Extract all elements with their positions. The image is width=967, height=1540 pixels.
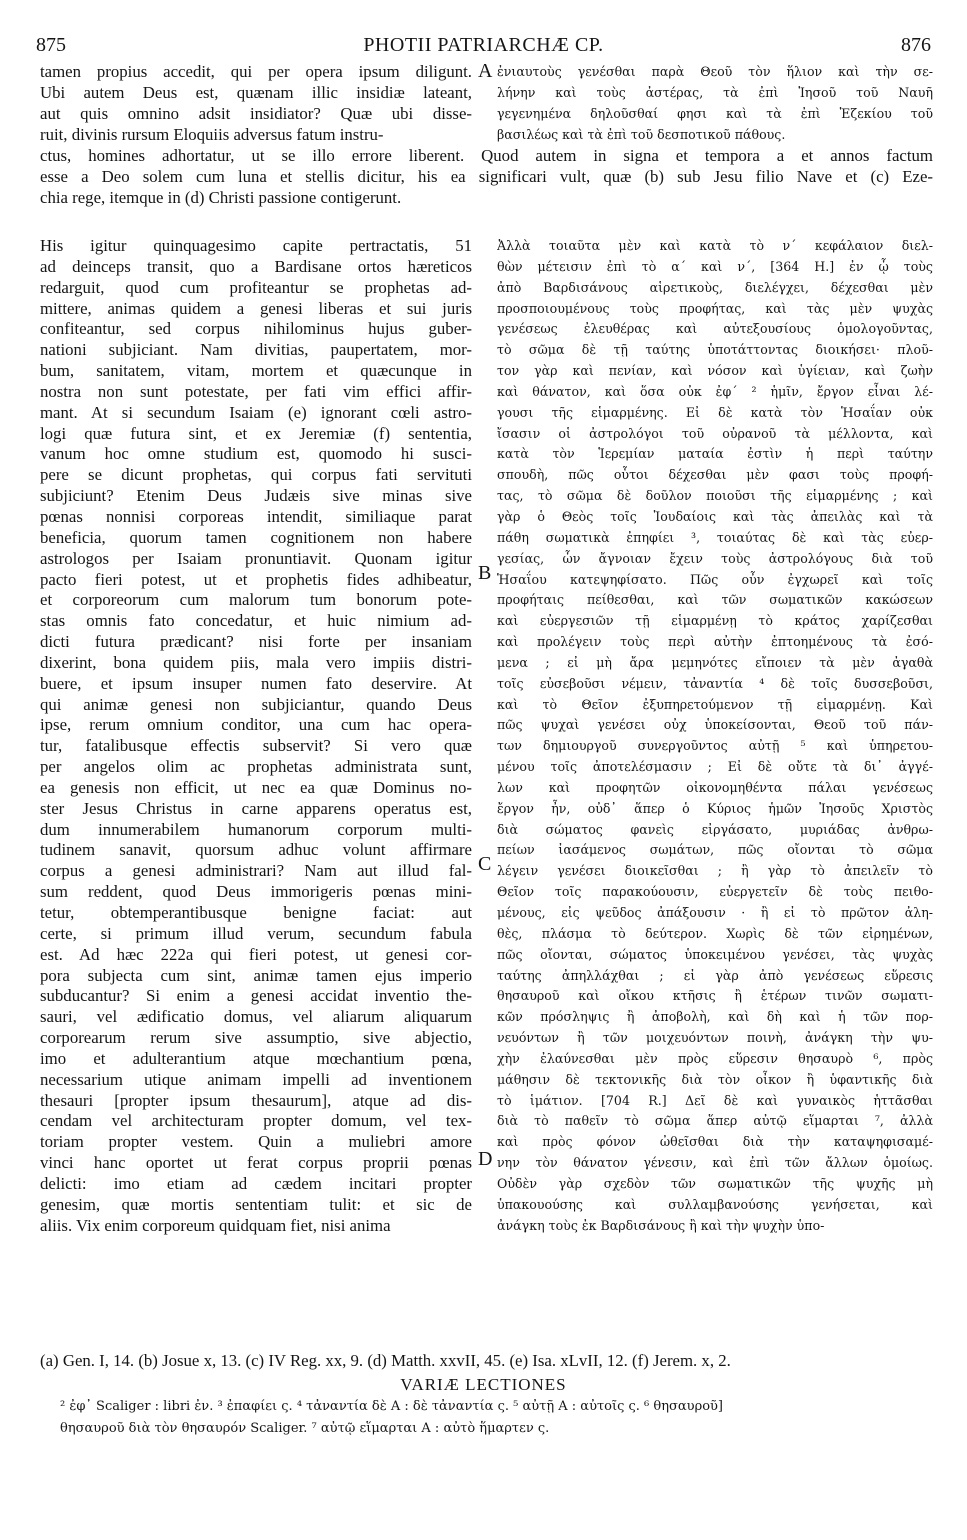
latin-line: pere se dicunt prophetas, qui corpus fati servituti <box>40 465 472 485</box>
latin-line: astrologos per Isaiam pronuntiavit. Quonam igitur <box>40 548 472 568</box>
latin-main-column <box>40 236 472 1237</box>
latin-line: pora subjecta cum sint, animæ tamen ejus imperio <box>40 965 472 985</box>
greek-line: πῶς οἴονται, σώματος ὑποκειμένου γενέσει, τὰς ψυχὰς <box>497 946 933 962</box>
latin-line: corpus a genesi administrari? Nam aut illud fal- <box>40 861 472 881</box>
section-marker-d: D <box>478 1148 493 1170</box>
latin-line: vinci hanc oportet ut ferat corpus proprii pœnas <box>40 1153 472 1173</box>
latin-line: Ubi autem Deus est, quænam illic insidiæ lateant, <box>40 82 472 102</box>
greek-line: λων καὶ προφητῶν οἰκονομηθέντα πάλαι γενέσεως <box>497 779 933 795</box>
latin-line: mant. At si secundum Isaiam (e) ignorant cœli astro- <box>40 402 472 422</box>
right-page-number: 876 <box>901 34 931 56</box>
greek-line: ἐνιαυτοὺς γενέσθαι παρὰ Θεοῦ τὸν ἥλιον καὶ τὴν σε- <box>497 64 933 79</box>
greek-line: Οὐδὲν γὰρ σχεδὸν τῶν σωματικῶν τῆς ψυχῆς μὴ <box>497 1175 933 1191</box>
latin-line: nostra non sunt potestate, per fati vim effici affir- <box>40 381 472 401</box>
greek-line: ταύτης ἀπηλλάχθαι ; εἰ γὰρ ἀπὸ γενέσεως εὕρεσις <box>497 967 933 983</box>
greek-line: θὲς, πλάσμα τὸ δεύτερον. Χωρὶς δὲ τῶν εἰρημένων, <box>497 925 933 941</box>
greek-line: προφήταις πείθεσθαι, καὶ τῶν σωματικῶν κακώσεων <box>497 592 933 608</box>
greek-line: προσποιουμένους τοὺς προφήτας, καὶ τὰς μὲν ψυχὰς <box>497 300 933 316</box>
latin-line: qui animæ genesi non subjiciantur, quando Deus <box>40 694 472 714</box>
greek-line: γὰρ ὁ Θεὸς τοῖς Ἰουδαίοις καὶ τὰς ἀπειλὰς καὶ τὰ <box>497 508 933 524</box>
latin-line: nationi subjiciant. Nam divitias, paupertatem, mor- <box>40 340 472 360</box>
page-header <box>36 34 931 60</box>
latin-full-width-paragraph <box>40 146 933 209</box>
greek-line: γεσίας, ὧν ἄγνοιαν ἔχειν τοὺς ἀστρολόγους διὰ τοῦ <box>497 550 933 566</box>
latin-line: tur, fatalibusque effectis subservit? Si vero quæ <box>40 736 472 756</box>
section-marker-b: B <box>478 562 492 584</box>
latin-line: necessarium utique animam impelli ad inventionem <box>40 1069 472 1089</box>
section-marker-c: C <box>478 853 492 875</box>
latin-line: His igitur quinquagesimo capite pertractatis, 51 <box>40 236 472 255</box>
latin-line: ea genesis non efficit, ut nec ea quæ Dominus no- <box>40 777 472 797</box>
greek-line: βασιλέως καὶ τὰ ἐπὶ τοῦ δεσποτικοῦ πάθους. <box>497 126 786 142</box>
latin-line: pœnas nonnisi corporeas intendit, similiaque parat <box>40 506 472 526</box>
greek-line: τον γὰρ καὶ πενίαν, καὶ νόσον καὶ ὑγίειαν, καὶ ζωὴν <box>497 363 933 379</box>
latin-line: dixerint, bona quidem piis, mala vero impiis distri- <box>40 652 472 672</box>
greek-line: ἴσασιν οἱ ἀστρολόγοι τοῦ οὐρανοῦ τὰ μέλλοντα, καὶ <box>497 425 933 441</box>
greek-line: καὶ προλέγειν τοὺς περὶ αὐτὴν ἐπτοημένους τὰ ἐσό- <box>497 634 933 650</box>
greek-line: Ἡσαΐου κατεψηφίσατο. Πῶς οὖν ἐγχωρεῖ καὶ τοῖς <box>497 571 933 587</box>
latin-line: redarguit, quod cum profiteantur se prophetas ad- <box>40 277 472 297</box>
section-marker-a: A <box>478 60 493 82</box>
greek-line: γεγενημένα δηλοῦσθαί φησι καὶ τὰ ἐπὶ Ἐζεκίου τοῦ <box>497 105 933 121</box>
greek-line: ὑπακουούσης καὶ συλλαμβανούσης γενήσεται, καὶ <box>497 1196 933 1212</box>
latin-line: pacto fieri potest, ut et prophetis fides adhibeatur, <box>40 569 472 589</box>
greek-line: τὸ σῶμα δὲ τῇ ταύτης ὑποτάττοντας διοικήσει· πλοῦ- <box>497 342 933 358</box>
latin-line: cendam vel architecturam propter domum, vel tex- <box>40 1111 472 1131</box>
greek-line: κῶν πρόσληψις ἢ ἀποβολὴ, καὶ δὴ καὶ ἡ τῶν πορ- <box>497 1009 933 1025</box>
greek-line: Ἀλλὰ τοιαῦτα μὲν καὶ κατὰ τὸ ν´ κεφάλαιον διελ- <box>497 238 933 253</box>
greek-line: διὰ σώματος φανεὶς εἰργάσατο, μυριάδας ἀνθρω- <box>497 821 933 837</box>
greek-line: θὼν μέτεισιν ἐπὶ τὸ α´ καὶ ν´, [364 H.] ἐν ᾧ τοὺς <box>497 258 933 274</box>
greek-line: διὰ τὸ παθεῖν τὸ σῶμα ἅπερ αὐτῷ εἵμαρται ⁷, ἀλλὰ <box>497 1113 933 1129</box>
greek-line: των δημιουργοῦ συνεργοῦντος αὐτῇ ⁵ καὶ ὑπηρετου- <box>497 738 933 754</box>
latin-line: esse a Deo solem cum luna et stellis dicitur, his ea significari vult, quæ (b) sub Jesu filio Nave et (c) Eze- <box>40 166 933 186</box>
latin-line: bum, sanitatem, vitam, mortem et quæcunque in <box>40 361 472 381</box>
varia-line: θησαυροῦ διὰ τὸν θησαυρόν Scaliger. ⁷ αὐτῷ εἵμαρται A : αὐτὸ ἥμαρτεν ς. <box>60 1421 550 1436</box>
latin-line: chia rege, itemque in (d) Christi passione contigerunt. <box>40 187 402 207</box>
latin-line: genesim, quæ mortis sententiam tulit: et sic de <box>40 1194 472 1214</box>
greek-main-column <box>497 236 933 1237</box>
greek-line: νευόντων ἢ τῶν μοιχευόντων ποινὴ, ἀνάγκη τὴν ψυ- <box>497 1030 933 1046</box>
latin-top-column <box>40 62 472 145</box>
latin-line: ipse, rerum omnium conditor, una cum hac opera- <box>40 715 472 735</box>
latin-line: sum reddent, quod Deus immorigeris pœnas mini- <box>40 882 472 902</box>
greek-line: ἀπὸ Βαρδισάνους αἱρετικοὺς, διελέγχει, δέχεσθαι μὲν <box>497 279 933 295</box>
latin-line: toriam propter vestem. Quin a muliebri amore <box>40 1132 472 1152</box>
greek-line: πάθη σωματικὰ ἐπηφίει ³, τοιαύτας δὲ καὶ τὰς εὐερ- <box>497 529 933 545</box>
greek-line: τὸ ἱμάτιον. [704 R.] Δεῖ δὲ καὶ γυναικὸς ἡττᾶσθαι <box>497 1092 933 1108</box>
latin-line: ster Jesus Christus in carne apparens operatus est, <box>40 798 472 818</box>
latin-line: aliis. Vix enim corporeum quidquam fiet, nisi anima <box>40 1215 391 1235</box>
left-page-number: 875 <box>36 34 66 56</box>
latin-line: tamen propius accedit, qui per opera ipsum diligunt. <box>40 62 472 81</box>
greek-line: πείων ἰασάμενος σωμάτων, πῶς οἴονται τὸ σῶμα <box>497 842 933 858</box>
greek-line: σπουδὴ, πῶς οὗτοι δέχεσθαι μὲν φασι τοὺς προφή- <box>497 467 933 483</box>
greek-line: νην τὸν θάνατον γένεσιν, καὶ ἐπὶ τῶν ἄλλων ὁμοίως. <box>497 1155 933 1171</box>
greek-line: Θεῖον τοῖς παρακούουσιν, εὐεργετεῖν δὲ τοὺς πειθο- <box>497 884 933 900</box>
latin-line: aut quis omnino adsit insidiator? Quæ ubi disse- <box>40 103 472 123</box>
greek-line: καὶ πρὸς φόνον ὠθεῖσθαι διὰ τὴν καταψηφισαμέ- <box>497 1134 933 1150</box>
latin-line: sauri, vel ædificatio domus, vel aliarum aliquarum <box>40 1007 472 1027</box>
latin-line: delicti: imo etiam ad cædem incitari propter <box>40 1173 472 1193</box>
latin-line: buere, et ipsum insuper numen fato deservire. At <box>40 673 472 693</box>
latin-line: tetur, obtemperantibusque benigne faciat: aut <box>40 903 472 922</box>
latin-line: ctus, homines adhortatur, ut se illo errore liberent. Quod autem in signa et tempora a et annos factum <box>40 146 933 165</box>
greek-line: μάθησιν δὲ τεκτονικῆς διὰ τὸν οἶκον ἢ ὑφαντικῆς διὰ <box>497 1071 933 1087</box>
scripture-footnotes: (a) Gen. I, 14. (b) Josue x, 13. (c) IV Reg. xx, 9. (d) Matth. xxvII, 45. (e) Isa. xLvII, 12. (f) Jerem. x, 2. <box>40 1351 731 1370</box>
latin-line: vanum hoc omne studium est, quomodo hi susci- <box>40 444 472 464</box>
latin-line: corporearum rerum sive assumptio, sive abjectio, <box>40 1028 472 1048</box>
greek-line: ἔργον ἦν, οὐδ᾽ ἅπερ ὁ Κύριος ἡμῶν Ἰησοῦς Χριστὸς <box>497 800 933 816</box>
greek-line: πῶς ψυχαὶ γενέσει οὐχ ὑποκείσονται, Θεοῦ τοῦ πάν- <box>497 717 933 733</box>
latin-line: mittere, animas quidem a genesi liberas et sui juris <box>40 298 472 318</box>
running-title: PHOTII PATRIARCHÆ CP. <box>363 34 604 56</box>
greek-line: τας, τὸ σῶμα δὲ δοῦλον ποιοῦσι τῆς εἱμαρμένης ; καὶ <box>497 488 933 504</box>
latin-line: et corporeorum cum malorum tum bonorum pote- <box>40 590 472 610</box>
greek-line: μένου τοῖς ἀποτελέσμασιν ; Εἰ δὲ οὔτε τὰ δι᾽ ἀγγέ- <box>497 759 933 775</box>
greek-line: τοῖς εὐσεβοῦσι νέμειν, τἀναντία ⁴ δὲ τοῖς δυσσεβοῦσι, <box>497 675 933 691</box>
greek-line: μένους, εἰς ψεῦδος ἀπάξουσιν · ἢ εἰ τὸ πρῶτον ἀλη- <box>497 905 933 920</box>
latin-line: logi quæ futura sint, et ex Jeremiæ (f) sententia, <box>40 423 472 443</box>
greek-line: μενα ; εἰ μὴ ἄρα μεμηνότες εἴποιεν τὰ μὲν ἀγαθὰ <box>497 654 933 670</box>
latin-line: dicti futura prædicant? nisi forte per insaniam <box>40 632 472 652</box>
latin-line: imo et adulterantium atque mœchantium pœna, <box>40 1048 472 1068</box>
greek-line: καὶ τὸ Θεῖον ἐξυπηρετούμενον τῇ εἱμαρμένῃ. Καὶ <box>497 696 933 712</box>
latin-line: ruit, divinis rursum Eloquiis adversus fatum instru- <box>40 124 384 144</box>
latin-line: per angelos olim ac prophetas administrata sunt, <box>40 757 472 777</box>
latin-line: ad deinceps transit, quo a Bardisane ortos hæreticos <box>40 256 472 276</box>
latin-line: est. Ad hæc 222a qui fieri potest, ut genesi cor- <box>40 944 472 964</box>
latin-line: tudinem sanavit, quorsum adhuc volunt affirmare <box>40 840 472 860</box>
greek-line: γουσι τῆς εἱμαρμένης. Εἰ δὲ κατὰ τὸν Ἡσαΐαν οὐκ <box>497 404 933 420</box>
greek-line: κατὰ τὸν Ἱερεμίαν ματαία ἐστὶν ἡ περὶ ταύτην <box>497 446 933 462</box>
latin-line: confiteantur, sed corpus nihilominus hujus guber- <box>40 319 472 339</box>
latin-line: beneficia, quorum tamen cognitionem non habere <box>40 527 472 547</box>
latin-line: stas omnis fato concedatur, et huic nimium ad- <box>40 611 472 631</box>
varia-lectiones <box>60 1396 933 1440</box>
latin-line: subducantur? Si enim a genesi accidat inventio the- <box>40 986 472 1006</box>
greek-line: γενέσεως ἐλευθέρας καὶ αὐτεξουσίους ὁμολογοῦντας, <box>497 321 933 337</box>
varia-line: ² ἐφ᾽ Scaliger : libri ἐν. ³ ἐπαφίει ς. ⁴ τἀναντία δὲ A : δὲ τἀναντία ς. ⁵ αὐτῇ A : αὐτοῖς ς. ⁶ θησαυροῦ] <box>60 1399 724 1414</box>
greek-line: χὴν ἐλαύνεσθαι μὲν πρὸς εὕρεσιν θησαυρὸ ⁶, πρὸς <box>497 1050 933 1066</box>
greek-line: καὶ εὐεργεσιῶν τῇ εἱμαρμένῃ τὸ κράτος χαρίζεσθαι <box>497 613 933 629</box>
greek-line: λήνην καὶ τοὺς ἀστέρας, τὰ ἐπὶ Ἰησοῦ τοῦ Ναυῆ <box>497 84 933 100</box>
greek-line: ἀνάγκη τοὺς ἐκ Βαρδισάνους ἢ καὶ τὴν ψυχὴν ὑπο- <box>497 1217 825 1233</box>
latin-line: thesauri [propter ipsum thesaurum], atque ad dis- <box>40 1090 472 1110</box>
greek-line: λέγειν γενέσει διοικεῖσθαι ; ἢ γὰρ τὸ ἀπειλεῖν τὸ <box>497 863 933 879</box>
greek-top-column <box>497 62 933 145</box>
latin-line: certe, si primum illud verum, secundum fabula <box>40 923 472 943</box>
varia-lectiones-title: VARIÆ LECTIONES <box>400 1375 567 1394</box>
greek-line: καὶ θάνατον, καὶ ὅσα οὐκ ἐφ´ ² ἡμῖν, ἔργον εἶναι λέ- <box>497 383 933 399</box>
greek-line: θησαυροῦ καὶ οἴκου κτῆσις ἢ ἑτέρων τινῶν σωματι- <box>497 988 933 1004</box>
latin-line: subjiciunt? Etenim Deus Judæis sive minas sive <box>40 486 472 506</box>
latin-line: dum innumerabilem humanorum corporum multi- <box>40 819 472 839</box>
